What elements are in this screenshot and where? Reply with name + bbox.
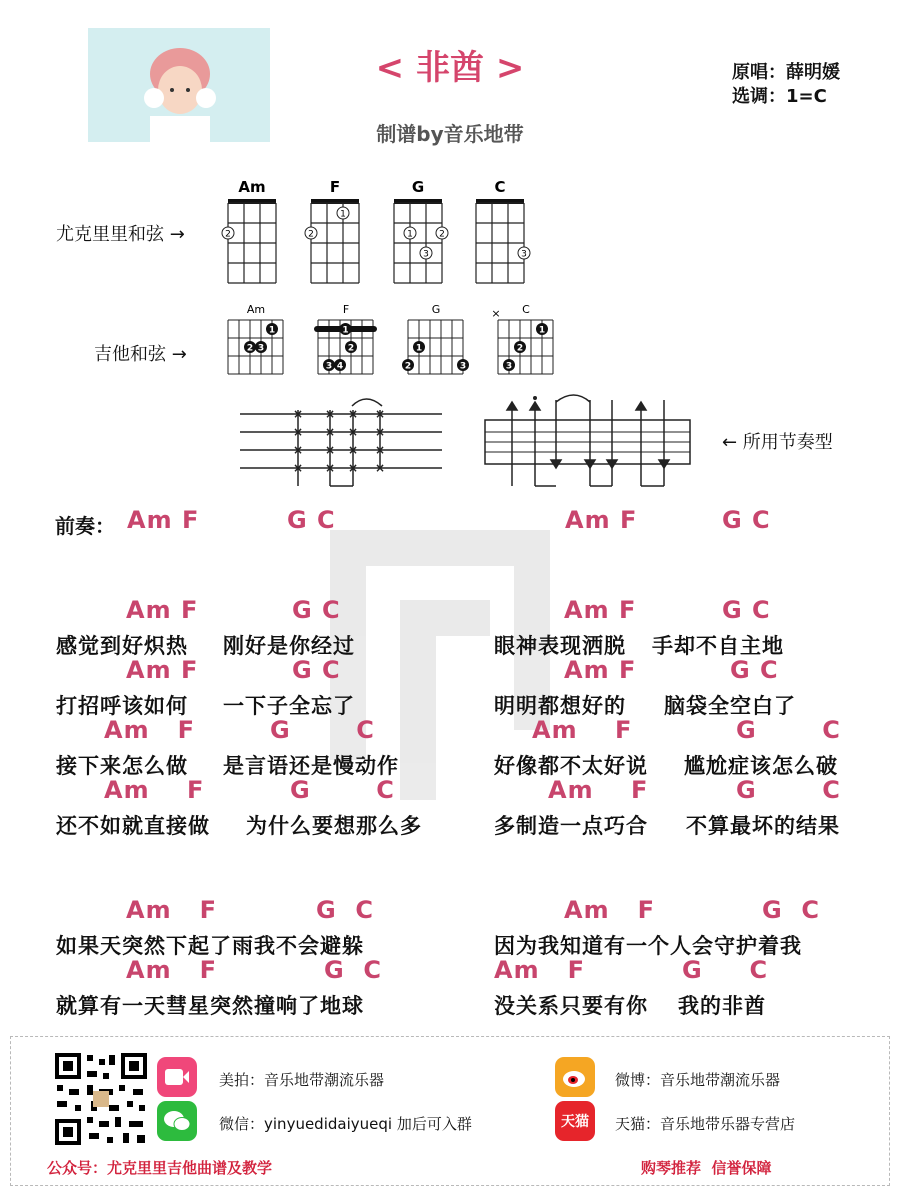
verse-chords: G C bbox=[722, 596, 771, 624]
svg-text:×: × bbox=[292, 425, 304, 439]
verse-chords: Am F bbox=[104, 776, 205, 804]
verse-lyric: 是言语还是慢动作 bbox=[223, 754, 399, 778]
verse-chords: G C bbox=[730, 656, 779, 684]
chorus-chords: Am F bbox=[564, 896, 656, 924]
ukulele-chord-name: C bbox=[494, 178, 506, 196]
rhythm-x-marks bbox=[293, 407, 385, 475]
finger-number: 1 bbox=[538, 325, 546, 336]
song-title: < 非酋 > bbox=[375, 48, 525, 88]
qr-code-icon bbox=[53, 1051, 149, 1147]
verse-chords: G C bbox=[290, 776, 395, 804]
wechat-bubble-icon bbox=[163, 1109, 191, 1133]
guitar-chord-name: C bbox=[522, 303, 530, 316]
svg-text:×: × bbox=[324, 425, 336, 439]
chorus-chords: Am F bbox=[126, 956, 218, 984]
verse-lyric: 手却不自主地 bbox=[652, 634, 784, 658]
finger-number: 2 bbox=[439, 229, 445, 240]
svg-text:×: × bbox=[292, 443, 304, 457]
finger-number: 1 bbox=[407, 229, 413, 240]
finger-number: 3 bbox=[423, 249, 429, 260]
chorus-chords: G C bbox=[316, 896, 375, 924]
svg-text:×: × bbox=[374, 425, 386, 439]
svg-text:×: × bbox=[292, 407, 304, 421]
weibo-icon[interactable] bbox=[555, 1057, 595, 1097]
verse-lyric: 眼神表现洒脱 bbox=[494, 634, 626, 658]
chorus-chords: G C bbox=[324, 956, 383, 984]
finger-number: 1 bbox=[340, 209, 346, 220]
svg-text:×: × bbox=[374, 461, 386, 475]
intro-chord: G C bbox=[287, 506, 336, 534]
intro-label: 前奏： bbox=[55, 514, 115, 538]
official-account-value: 尤克里里吉他曲谱及教学 bbox=[107, 1159, 273, 1177]
original-singer: 原唱：薛明媛 bbox=[732, 62, 840, 83]
mute-mark: × bbox=[491, 307, 501, 320]
slogan: 购琴推荐 信誉保障 bbox=[641, 1159, 772, 1177]
finger-number: 2 bbox=[308, 229, 314, 240]
verse-chords: Am F bbox=[126, 656, 199, 684]
verse-chords: G C bbox=[270, 716, 375, 744]
verse-lyric: 刚好是你经过 bbox=[223, 634, 355, 658]
verse-chords: Am F bbox=[532, 716, 633, 744]
chorus-lyric: 没关系只要有你 bbox=[494, 994, 648, 1018]
verse-lyric: 脑袋全空白了 bbox=[664, 694, 796, 718]
ukulele-chord-name: G bbox=[411, 178, 425, 196]
finger-number: 2 bbox=[225, 229, 231, 240]
tmall-icon[interactable]: 天猫 bbox=[555, 1101, 595, 1141]
svg-text:×: × bbox=[324, 443, 336, 457]
svg-text:×: × bbox=[347, 461, 359, 475]
wechat-suffix: 加后可入群 bbox=[392, 1115, 472, 1133]
ukulele-chord-name: Am bbox=[238, 178, 266, 196]
finger-number: 1 bbox=[342, 325, 349, 336]
finger-number: 1 bbox=[415, 343, 423, 354]
chorus-lyric: 就算有一天彗星突然撞响了地球 bbox=[56, 994, 364, 1018]
finger-number: 2 bbox=[347, 343, 355, 354]
guitar-chord-name: G bbox=[431, 303, 441, 316]
svg-text:×: × bbox=[324, 461, 336, 475]
verse-lyric: 尴尬症该怎么破 bbox=[684, 754, 838, 778]
verse-chords: G C bbox=[736, 776, 841, 804]
chorus-chords: G C bbox=[682, 956, 769, 984]
chorus-lyric: 如果天突然下起了雨我不会避躲 bbox=[56, 934, 364, 958]
guitar-chord-name: Am bbox=[246, 303, 266, 316]
verse-chords: G C bbox=[292, 656, 341, 684]
finger-number: 3 bbox=[521, 249, 527, 260]
finger-number: 4 bbox=[336, 361, 344, 372]
tmall-text: 天猫：音乐地带乐器专营店 bbox=[615, 1115, 796, 1133]
svg-text:×: × bbox=[292, 461, 304, 475]
arranger-credit: 制谱by音乐地带 bbox=[376, 122, 524, 146]
wechat-icon[interactable] bbox=[157, 1101, 197, 1141]
chorus-lyric: 我的非酋 bbox=[678, 994, 766, 1018]
weibo-eye-icon bbox=[561, 1065, 589, 1089]
official-account-label: 公众号： bbox=[47, 1159, 108, 1177]
verse-chords: Am F bbox=[104, 716, 196, 744]
svg-text:×: × bbox=[324, 407, 336, 421]
guitar-chord-name: F bbox=[342, 303, 350, 316]
finger-number: 1 bbox=[268, 325, 276, 336]
official-account bbox=[47, 1157, 272, 1178]
verse-chords: G C bbox=[292, 596, 341, 624]
verse-chords: Am F bbox=[564, 656, 637, 684]
finger-number: 2 bbox=[516, 343, 524, 354]
finger-number: 2 bbox=[404, 361, 412, 372]
verse-chords: Am F bbox=[126, 596, 199, 624]
verse-chords: G C bbox=[736, 716, 841, 744]
verse-lyric: 为什么要想那么多 bbox=[246, 814, 422, 838]
finger-number: 3 bbox=[325, 361, 333, 372]
verse-chords: Am F bbox=[548, 776, 649, 804]
finger-number: 3 bbox=[257, 343, 265, 354]
rhythm-pattern-label: ← 所用节奏型 bbox=[722, 432, 833, 453]
finger-number: 2 bbox=[246, 343, 254, 354]
wechat-prefix: 微信： bbox=[219, 1115, 265, 1133]
finger-number: 3 bbox=[505, 361, 513, 372]
verse-lyric: 不算最坏的结果 bbox=[686, 814, 840, 838]
weibo-text: 微博：音乐地带潮流乐器 bbox=[615, 1071, 781, 1089]
ukulele-chord-name: F bbox=[329, 178, 341, 196]
verse-lyric: 还不如就直接做 bbox=[56, 814, 210, 838]
footer-contact-panel bbox=[10, 1036, 890, 1186]
camera-icon bbox=[164, 1067, 190, 1087]
chorus-lyric: 因为我知道有一个人会守护着我 bbox=[494, 934, 802, 958]
svg-text:×: × bbox=[374, 407, 386, 421]
chorus-chords: G C bbox=[762, 896, 821, 924]
key-selection: 选调：1=C bbox=[732, 86, 827, 107]
intro-chord: G C bbox=[722, 506, 771, 534]
meipai-icon[interactable] bbox=[157, 1057, 197, 1097]
guitar-chords-label: 吉他和弦 → bbox=[94, 344, 187, 365]
verse-lyric: 接下来怎么做 bbox=[56, 754, 188, 778]
guitar-rhythm-strum bbox=[485, 395, 690, 486]
verse-lyric: 打招呼该如何 bbox=[56, 694, 188, 718]
meipai-text: 美拍：音乐地带潮流乐器 bbox=[219, 1071, 385, 1089]
verse-lyric: 感觉到好炽热 bbox=[56, 634, 188, 658]
verse-chords: Am F bbox=[564, 596, 637, 624]
verse-lyric: 好像都不太好说 bbox=[494, 754, 648, 778]
svg-text:×: × bbox=[374, 443, 386, 457]
verse-lyric: 一下子全忘了 bbox=[223, 694, 355, 718]
chorus-chords: Am F bbox=[494, 956, 586, 984]
wechat-id[interactable]: yinyuedidaiyueqi bbox=[264, 1115, 393, 1133]
wechat-text bbox=[219, 1113, 472, 1134]
intro-chord: Am F bbox=[127, 506, 200, 534]
finger-number: 3 bbox=[459, 361, 467, 372]
ukulele-chords-label: 尤克里里和弦 → bbox=[56, 224, 185, 245]
verse-lyric: 多制造一点巧合 bbox=[494, 814, 648, 838]
svg-text:×: × bbox=[347, 425, 359, 439]
verse-lyric: 明明都想好的 bbox=[494, 694, 626, 718]
intro-chord: Am F bbox=[565, 506, 638, 534]
ukulele-rhythm-tab bbox=[240, 399, 442, 486]
qr-code[interactable] bbox=[53, 1051, 149, 1147]
svg-text:×: × bbox=[347, 443, 359, 457]
svg-text:×: × bbox=[347, 407, 359, 421]
chorus-chords: Am F bbox=[126, 896, 218, 924]
rhythm-patterns bbox=[0, 0, 900, 500]
